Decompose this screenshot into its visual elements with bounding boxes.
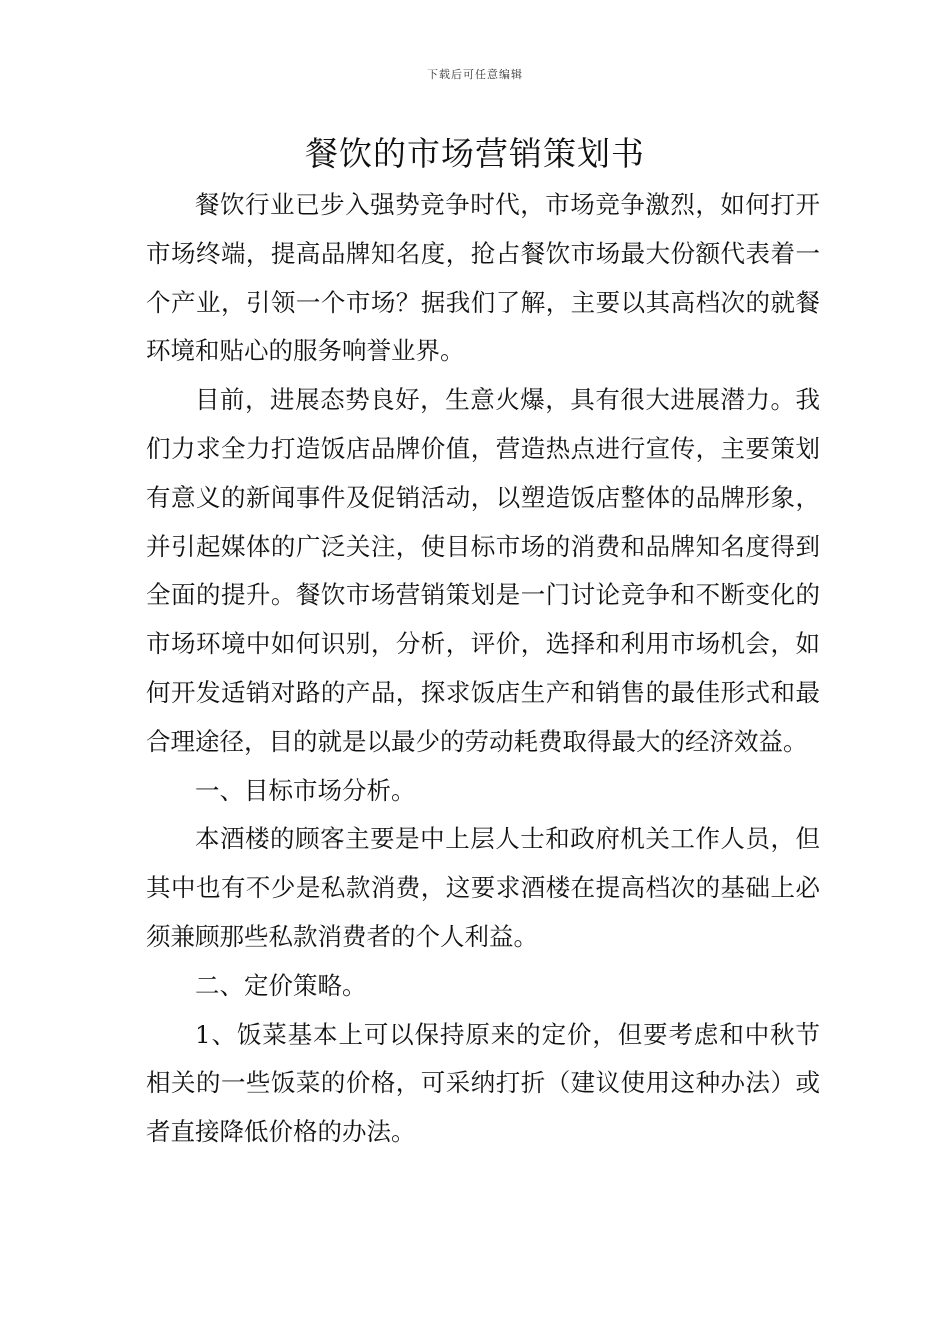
- section-heading-target-market: 一、目标市场分析。: [195, 775, 416, 805]
- header-note: 下载后可任意编辑: [427, 68, 523, 81]
- section-heading-pricing: 二、定价策略。: [195, 970, 367, 1000]
- paragraph-intro: 餐饮行业已步入强势竞争时代，市场竞争激烈，如何打开市场终端，提高品牌知名度，抢占餐饮市场最大份额代表着一个产业，引领一个市场？据我们了解，主要以其高档次的就餐环境和贴心的服务响誉业界。: [146, 190, 820, 366]
- paragraph-target-market: 本酒楼的顾客主要是中上层人士和政府机关工作人员，但其中也有不少是私款消费，这要求酒楼在提高档次的基础上必须兼顾那些私款消费者的个人利益。: [146, 824, 820, 951]
- document-body: [146, 181, 820, 1157]
- paragraph-pricing-item-1: 1、饭菜基本上可以保持原来的定价，但要考虑和中秋节相关的一些饭菜的价格，可采纳打折（建议使用这种办法）或者直接降低价格的办法。: [146, 1019, 820, 1147]
- paragraph-development: 目前，进展态势良好，生意火爆，具有很大进展潜力。我们力求全力打造饭店品牌价值，营造热点进行宣传，主要策划有意义的新闻事件及促销活动，以塑造饭店整体的品牌形象，并引起媒体的广泛关注，使目标市场的消费和品牌知名度得到全面的提升。餐饮市场营销策划是一门讨论竞争和不断变化的市场环境中如何识别，分析，评价，选择和利用市场机会，如何开发适销对路的产品，探求饭店生产和销售的最佳形式和最合理途径，目的就是以最少的劳动耗费取得最大的经济效益。: [146, 385, 820, 756]
- document-title: 餐饮的市场营销策划书: [305, 134, 645, 173]
